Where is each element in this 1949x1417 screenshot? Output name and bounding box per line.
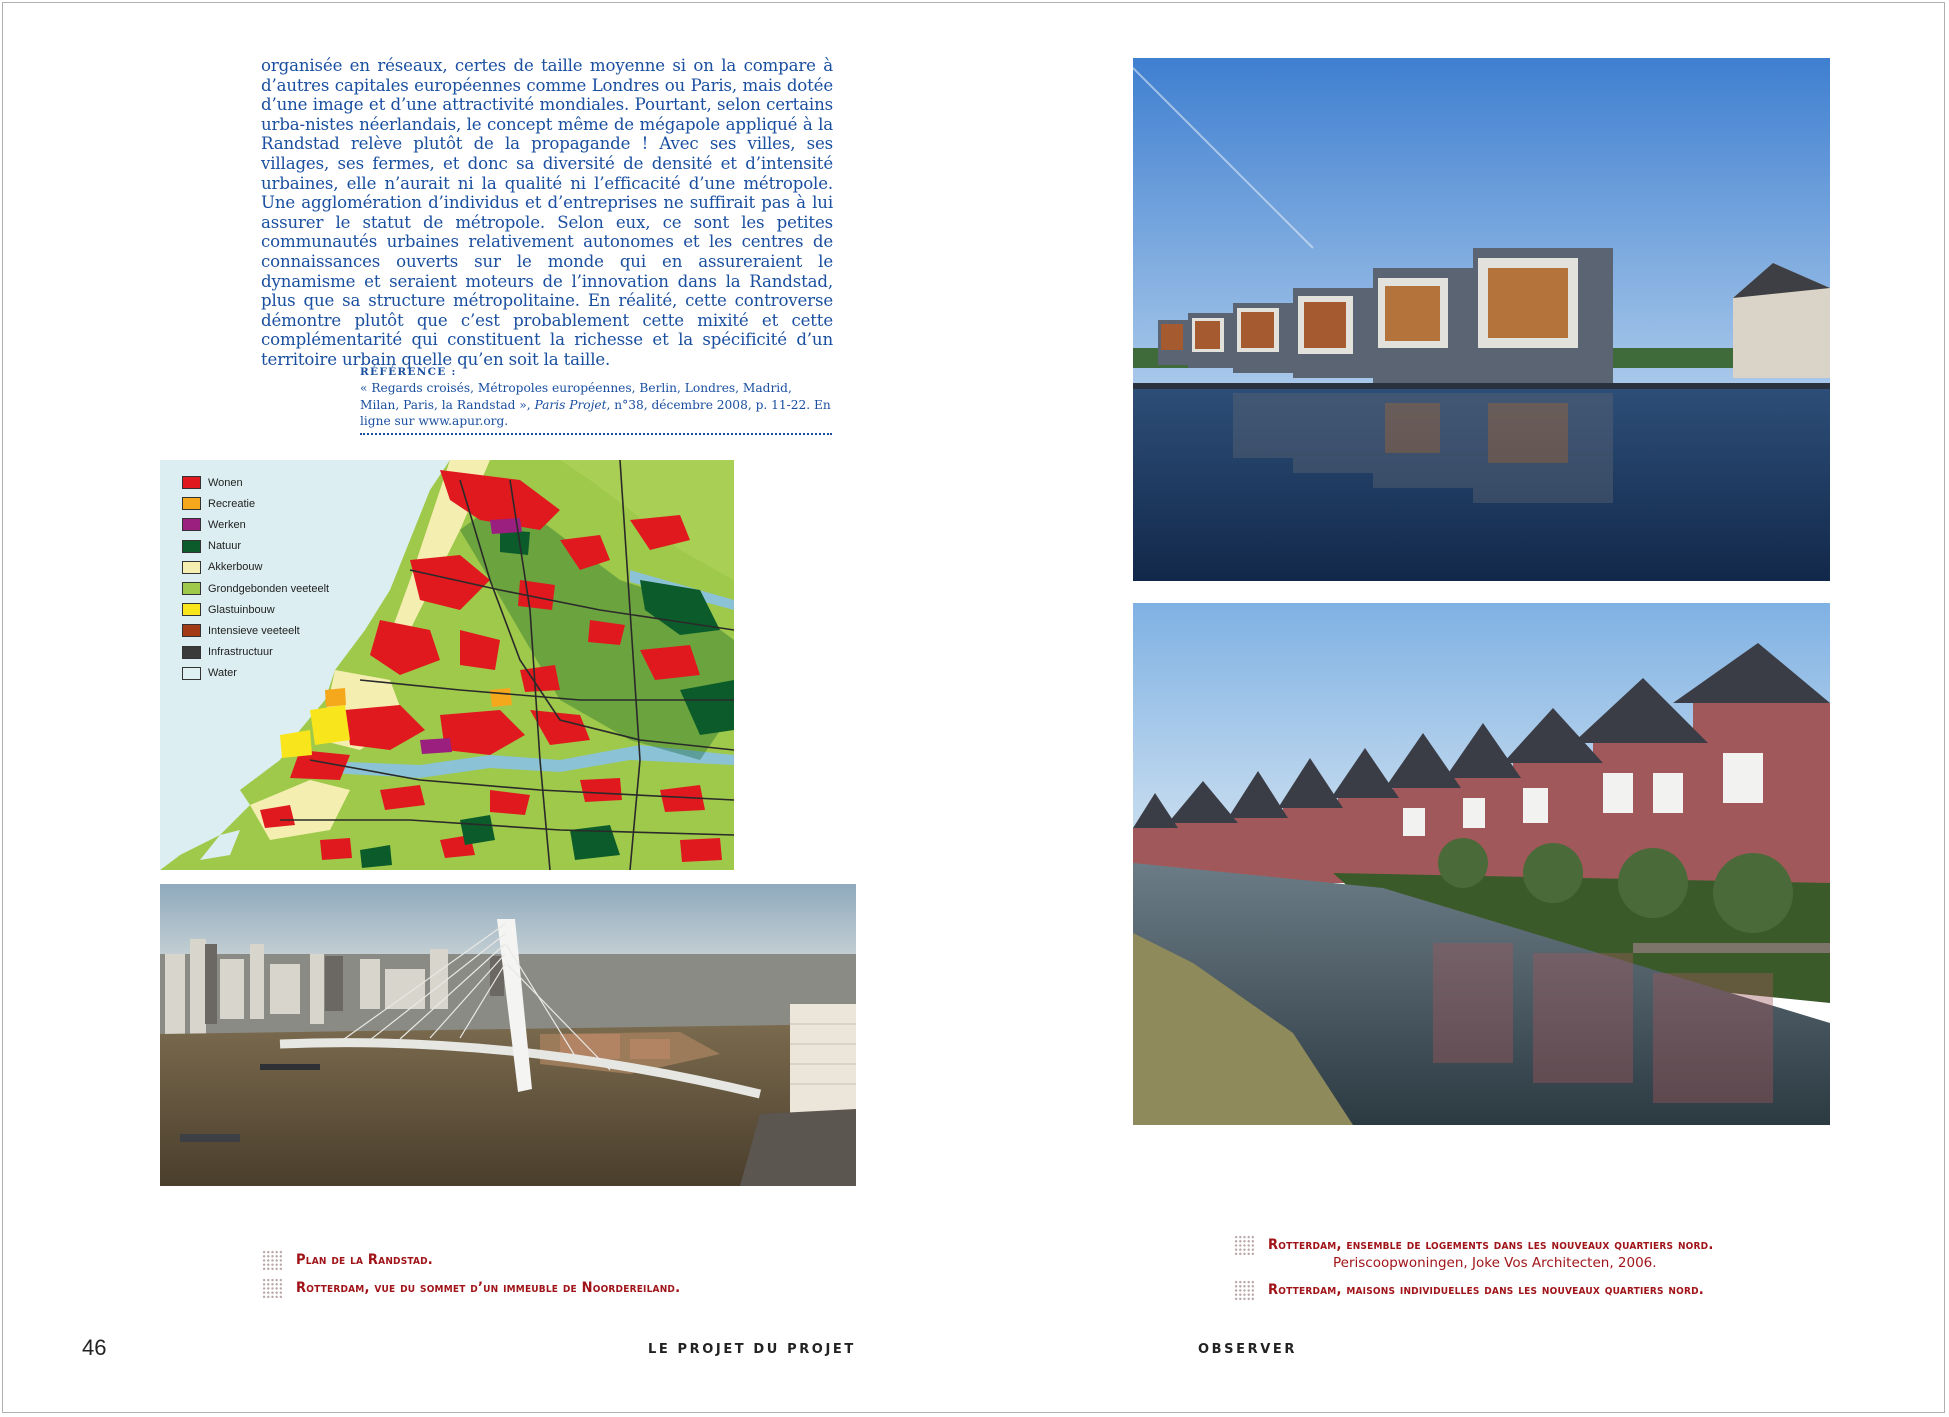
canal-houses-photo <box>1133 603 1830 1125</box>
caption-text: Plan de la Randstad. <box>296 1252 433 1268</box>
caption-map <box>262 1250 433 1270</box>
caption-text: Rotterdam, maisons individuelles dans les nouveaux quartiers nord. <box>1268 1282 1704 1298</box>
caption-dots-icon <box>1234 1280 1254 1300</box>
reference-block <box>360 364 832 429</box>
legend-label: Akkerbouw <box>208 561 263 574</box>
legend-item <box>182 642 329 663</box>
legend-item <box>182 599 329 620</box>
reference-label: RÉFÉRENCE : <box>360 366 457 378</box>
legend-swatch <box>182 582 201 595</box>
bridge-photo-graphic <box>160 884 856 1186</box>
legend-swatch <box>182 497 201 510</box>
caption-text: Rotterdam, ensemble de logements dans les nouveaux quartiers nord. <box>1268 1237 1714 1253</box>
caption-bridge <box>262 1278 680 1298</box>
legend-item <box>182 620 329 641</box>
water-houses-photo-graphic <box>1133 58 1830 581</box>
legend-swatch <box>182 603 201 616</box>
rotterdam-bridge-photo <box>160 884 856 1186</box>
periscoopwoningen-photo <box>1133 58 1830 581</box>
legend-label: Werken <box>208 518 246 531</box>
reference-text-before: « Regards croisés, Métropoles européennes, Berlin, Londres, Madrid, Milan, Paris, la Randstad », <box>360 381 792 412</box>
legend-label: Infrastructuur <box>208 646 273 659</box>
legend-item <box>182 578 329 599</box>
reference-text-after: , n°38, décembre 2008, p. 11-22. En ligne sur www.apur.org. <box>360 397 831 428</box>
reference-source: Paris Projet <box>534 397 607 412</box>
legend-swatch <box>182 561 201 574</box>
caption-canal-houses <box>1234 1280 1704 1300</box>
legend-swatch <box>182 646 201 659</box>
canal-houses-photo-graphic <box>1133 603 1830 1125</box>
legend-label: Glastuinbouw <box>208 603 275 616</box>
body-paragraph: organisée en réseaux, certes de taille moyenne si on la compare à d’autres capitales européennes comme Londres ou Paris, mais dotée d’une image et d’une attractivité mondiales. Pourtant, selon certains urba-nistes néerlandais, le concept même de mégapole appliqué à la Randstad relève plutôt de la propagande ! Avec ses villes, ses villages, ses fermes, et donc sa diversité de densité et d’intensité urbaines, elle n’aurait ni la qualité ni l’efficacité d’une métropole. Une agglomération d’individus et d’entreprises ne suffirait pas à lui assurer le statut de métropole. Selon eux, ce sont les petites communautés urbaines relativement autonomes et les centres de connaissances ouverts sur le monde qui en assureraient le dynamisme et seraient moteurs de l’innovation dans la Randstad, plus que sa structure métropolitaine. En réalité, cette controverse démontre plutôt que c’est probablement cette mixité et cette complémentarité qui constituent la richesse et la spécificité d’un territoire urbain quelle qu’en soit la taille. <box>261 56 833 369</box>
page-number: 46 <box>82 1335 107 1360</box>
legend-swatch <box>182 476 201 489</box>
running-title-left: LE PROJET DU PROJET <box>648 1342 856 1357</box>
caption-subtitle: Periscoopwoningen, Joke Vos Architecten, 2006. <box>1333 1255 1657 1271</box>
legend-swatch <box>182 540 201 553</box>
running-title-right: OBSERVER <box>1198 1342 1297 1357</box>
legend-label: Water <box>208 667 237 680</box>
caption-dots-icon <box>262 1278 282 1298</box>
legend-item <box>182 493 329 514</box>
legend-label: Recreatie <box>208 497 256 510</box>
reference-text <box>360 380 832 429</box>
body-text <box>261 56 833 370</box>
reference-dotted-rule <box>360 433 832 435</box>
caption-text: Rotterdam, vue du sommet d’un immeuble de Noordereiland. <box>296 1280 681 1296</box>
legend-label: Intensieve veeteelt <box>208 624 300 637</box>
legend-label: Natuur <box>208 540 242 553</box>
legend-item <box>182 514 329 535</box>
legend-swatch <box>182 624 201 637</box>
legend-label: Wonen <box>208 476 243 489</box>
legend-item <box>182 536 329 557</box>
randstad-map <box>160 460 734 870</box>
caption-dots-icon <box>262 1250 282 1270</box>
legend-item <box>182 663 329 684</box>
legend-swatch <box>182 518 201 531</box>
map-legend <box>182 472 329 684</box>
legend-swatch <box>182 667 201 680</box>
legend-label: Grondgebonden veeteelt <box>208 582 330 595</box>
caption-water-houses <box>1234 1235 1714 1255</box>
legend-item <box>182 557 329 578</box>
legend-item <box>182 472 329 493</box>
caption-dots-icon <box>1234 1235 1254 1255</box>
